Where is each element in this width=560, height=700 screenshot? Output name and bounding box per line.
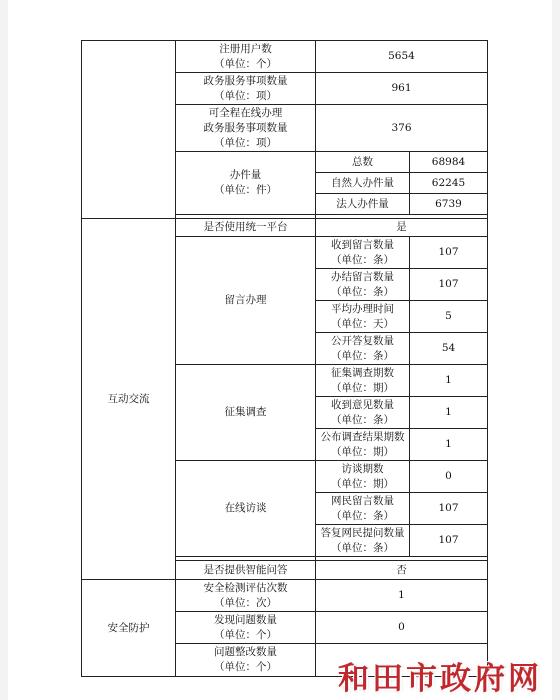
- label-survey-opinions: 收到意见数量 （单位：条）: [316, 397, 410, 429]
- label-issues-fixed: 问题整改数量 （单位：个）: [176, 644, 316, 677]
- value-messages-done: 107: [410, 269, 488, 301]
- label-issues-found: 发现问题数量 （单位：个）: [176, 612, 316, 644]
- label-smart-qa: 是否提供智能问答: [176, 561, 316, 580]
- label-service-items: 政务服务事项数量 （单位：项）: [176, 73, 316, 105]
- table-row: [82, 41, 488, 73]
- group-survey: 征集调查: [176, 365, 316, 461]
- section-security: 安全防护: [82, 580, 176, 677]
- group-messages: 留言办理: [176, 237, 316, 365]
- value-unified-platform: 是: [316, 219, 488, 237]
- label-handled-total: 总数: [316, 152, 410, 173]
- label-registered-users: 注册用户数 （单位：个）: [176, 41, 316, 73]
- label-handled-natural: 自然人办件量: [316, 173, 410, 194]
- statistics-table: [81, 40, 488, 677]
- label-online-items: 可全程在线办理 政务服务事项数量 （单位：项）: [176, 105, 316, 152]
- value-avg-time: 5: [410, 301, 488, 333]
- label-handled: 办件量 （单位：件）: [176, 152, 316, 215]
- label-public-replies: 公开答复数量 （单位：条）: [316, 333, 410, 365]
- value-public-replies: 54: [410, 333, 488, 365]
- value-survey-periods: 1: [410, 365, 488, 397]
- document-page: [8, 0, 552, 700]
- value-security-checks: 1: [316, 580, 488, 612]
- value-handled-natural: 62245: [410, 173, 488, 194]
- label-messages-done: 办结留言数量 （单位：条）: [316, 269, 410, 301]
- value-answered-questions: 107: [410, 525, 488, 557]
- label-answered-questions: 答复网民提问数量 （单位：条）: [316, 525, 410, 557]
- group-interview: 在线访谈: [176, 461, 316, 557]
- label-netizen-messages: 网民留言数量 （单位：条）: [316, 493, 410, 525]
- label-security-checks: 安全检测评估次数 （单位：次）: [176, 580, 316, 612]
- value-interview-periods: 0: [410, 461, 488, 493]
- label-survey-results: 公布调查结果期数 （单位：期）: [316, 429, 410, 461]
- value-smart-qa: 否: [316, 561, 488, 580]
- table-row: [82, 219, 488, 237]
- site-watermark-logo: 和田市政府网: [338, 661, 542, 697]
- label-avg-time: 平均办理时间 （单位：天）: [316, 301, 410, 333]
- value-messages-received: 107: [410, 237, 488, 269]
- value-survey-opinions: 1: [410, 397, 488, 429]
- value-service-items: 961: [316, 73, 488, 105]
- label-messages-received: 收到留言数量 （单位：条）: [316, 237, 410, 269]
- value-handled-legal: 6739: [410, 194, 488, 215]
- section-interaction: 互动交流: [82, 219, 176, 580]
- section-cell-blank: [82, 41, 176, 219]
- value-netizen-messages: 107: [410, 493, 488, 525]
- label-unified-platform: 是否使用统一平台: [176, 219, 316, 237]
- table-row: [82, 580, 488, 612]
- value-handled-total: 68984: [410, 152, 488, 173]
- value-issues-found: 0: [316, 612, 488, 644]
- value-registered-users: 5654: [316, 41, 488, 73]
- label-handled-legal: 法人办件量: [316, 194, 410, 215]
- label-survey-periods: 征集调查期数 （单位：期）: [316, 365, 410, 397]
- value-survey-results: 1: [410, 429, 488, 461]
- label-interview-periods: 访谈期数 （单位：期）: [316, 461, 410, 493]
- value-online-items: 376: [316, 105, 488, 152]
